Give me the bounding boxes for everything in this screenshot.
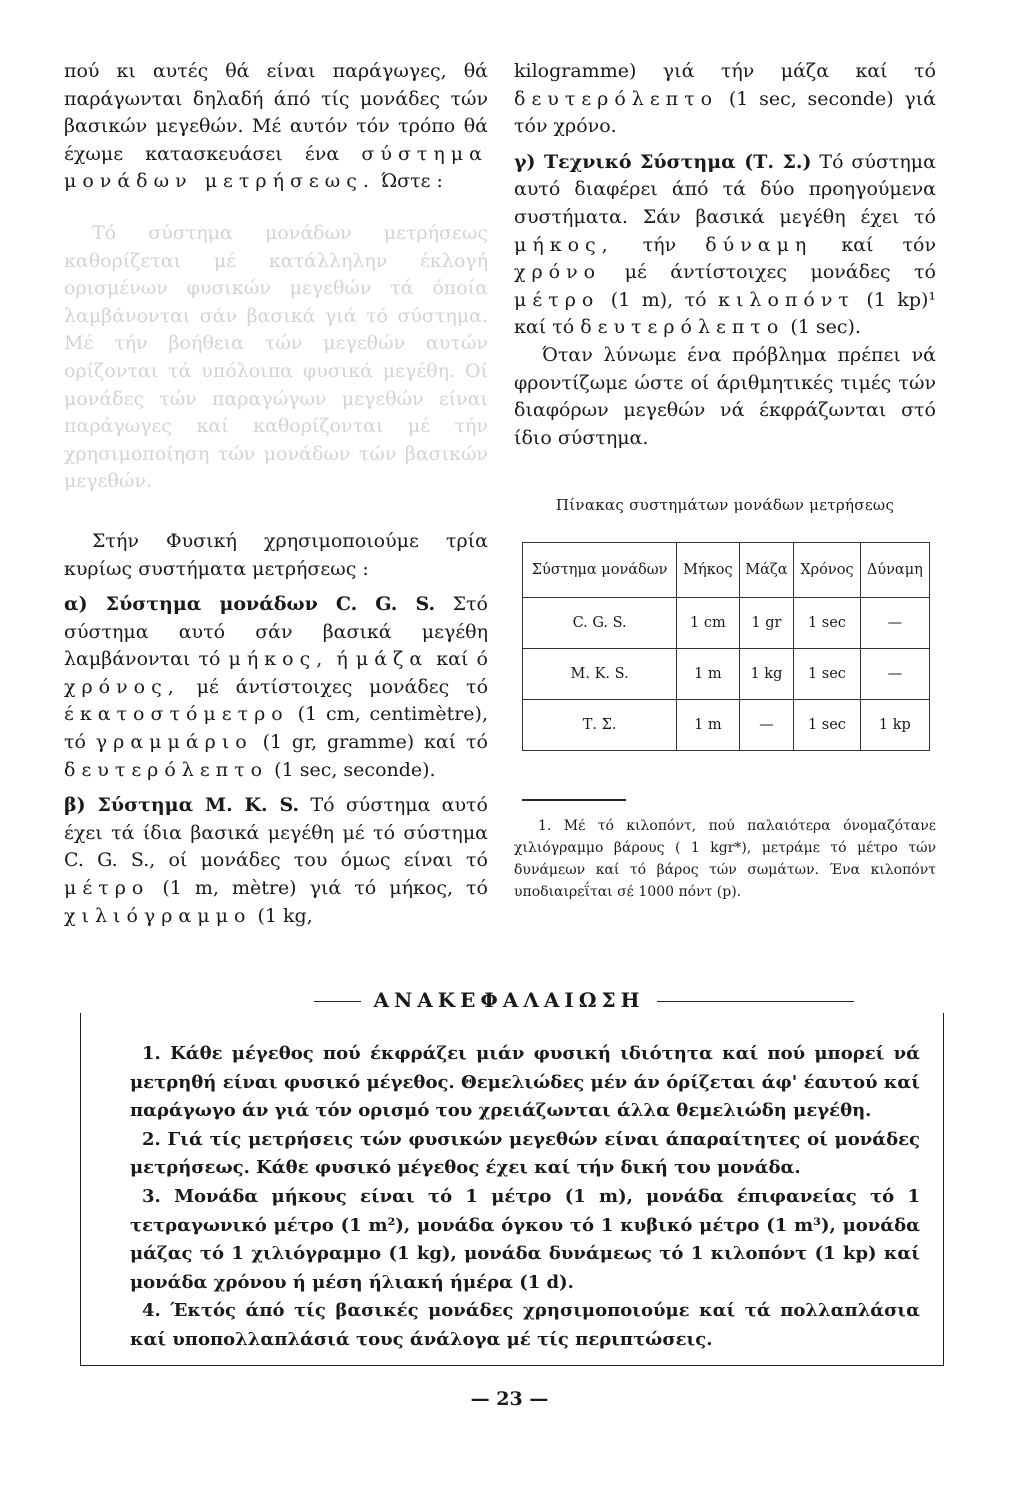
systems-intro: Στήν Φυσική χρησιμοποιούμε τρία κυρίως συστήματα μετρήσεως : xyxy=(64,529,488,580)
spaced-term: χρόνο xyxy=(514,261,602,284)
spaced-term: μήκος, xyxy=(228,648,329,671)
table-cell: 1 m xyxy=(677,648,739,699)
summary-item: 3. Μονάδα μήκους είναι τό 1 μέτρο (1 m), μονάδα έπιφανείας τό 1 τετραγωνικό μέτρο (1 m²), μονάδα όγκου τό 1 κυβικό μέτρο (1 m³), μονάδα μάζας τό 1 χιλιόγραμμο (1 kg), μονάδα δυνάμεως τό 1 κιλοπόντ (1 kp) καί μονάδα χρόνου ή μέση ήλιακή ήμέρα (1 d). xyxy=(130,1185,920,1293)
summary-heading xyxy=(64,988,954,1012)
table-row xyxy=(523,597,930,648)
technical-system-heading: γ) Τεχνικό Σύστημα (Τ. Σ.) xyxy=(514,150,812,173)
table-row xyxy=(523,648,930,699)
text: (1 sec, seconde) γιά τόν χρόνο. xyxy=(514,87,936,138)
table-header-row xyxy=(523,542,930,597)
page-number: — 23 — xyxy=(470,1388,549,1410)
text: (1 gr, gramme) καί τό xyxy=(262,731,488,754)
table-header-cell: Δύναμη xyxy=(860,542,929,597)
text: (1 kg, xyxy=(257,904,313,927)
table-row xyxy=(523,699,930,750)
text: (1 sec). xyxy=(790,316,862,339)
table-header-cell: Χρόνος xyxy=(794,542,860,597)
text: μέ άντίστοιχες μονάδες τό xyxy=(196,675,489,698)
summary-list xyxy=(130,1040,920,1355)
table-cell: Τ. Σ. xyxy=(523,699,677,750)
footnote-divider xyxy=(522,799,626,801)
text: Τό σύστημα αυτό έχει τά ίδια βασικά μεγέθη μέ τό σύστημα C. G. S., οί μονάδες του όμως είναι τό xyxy=(64,794,488,872)
mks-paragraph xyxy=(64,792,488,930)
spaced-term: δευτερόλεπτο xyxy=(580,316,785,339)
summary-item: 1. Κάθε μέγεθος πού έκφράζει μιάν φυσική ιδιότητα καί πού μπορεί νά μετρηθή είναι φυσικό μέγεθος. Θεμελιώδες μέν άν όρίζεται άφ' έαυτού καί παράγωγο άν γιά τόν ορισμό του χρειάζωνται άλλα θεμελιώδη μεγέθη. xyxy=(130,1043,920,1122)
spaced-term: χιλιόγραμμο xyxy=(64,904,252,927)
table-cell: — xyxy=(860,597,929,648)
text: πού κι αυτές θά είναι παράγωγες, θά παράγωνται δηλαδή άπό τίς μονάδες τών βασικών μεγεθών. Μέ αυτόν τόν τρόπο θά έχωμε κατασκευάσει ένα xyxy=(64,60,488,165)
table-cell: 1 cm xyxy=(677,597,739,648)
spaced-term: χρόνος, xyxy=(64,675,180,698)
spaced-term: μέτρο xyxy=(64,877,150,900)
text: (1 kp)¹ xyxy=(866,288,937,311)
table-cell: — xyxy=(860,648,929,699)
text: καί τό xyxy=(514,316,575,339)
table-cell: 1 kg xyxy=(739,648,794,699)
text: (1 m, mètre) γιά τό μήκος, τό xyxy=(162,877,488,900)
summary-item: 2. Γιά τίς μετρήσεις τών φυσικών μεγεθών είναι άπαραίτητες οί μονάδες μετρήσεως. Κάθε φυσικό μέγεθος έχει καί τήν δική του μονάδα. xyxy=(130,1128,920,1179)
spaced-term: δευτερόλεπτο xyxy=(514,87,719,110)
table-cell: 1 kp xyxy=(860,699,929,750)
table-cell: 1 sec xyxy=(794,597,860,648)
text: καί ό xyxy=(436,648,488,671)
table-header-cell: Μάζα xyxy=(739,542,794,597)
spaced-term: δευτερόλεπτο xyxy=(64,758,269,781)
text: τήν xyxy=(642,233,677,256)
spaced-term: έκατοστόμετρο xyxy=(64,703,289,726)
table-cell: 1 m xyxy=(677,699,739,750)
same-system-note: Όταν λύνωμε ένα πρόβλημα πρέπει νά φροντίζωμε ώστε οί άριθμητικές τιμές τών διαφόρων μεγεθών νά έκφράζωνται στό ίδιο σύστημα. xyxy=(514,343,936,449)
table-cell: 1 gr xyxy=(739,597,794,648)
text: (1 sec, seconde). xyxy=(274,758,436,781)
table-cell: M. K. S. xyxy=(523,648,677,699)
spaced-term: μέτρο xyxy=(514,288,600,311)
text: kilogramme) γιά τήν μάζα καί τό xyxy=(514,60,936,82)
spaced-term: μάζα xyxy=(355,648,429,671)
text: Στό σύστημα αυτό σάν βασικά μεγέθη λαμβάνονται τό xyxy=(64,593,488,671)
table-header-cell: Μήκος xyxy=(677,542,739,597)
text: καί τόν xyxy=(841,233,937,256)
spaced-term: δύναμη xyxy=(705,233,813,256)
table-cell: 1 sec xyxy=(794,699,860,750)
text: Ώστε : xyxy=(380,170,443,193)
table-cell: — xyxy=(739,699,794,750)
table-cell: 1 sec xyxy=(794,648,860,699)
right-column xyxy=(514,58,936,903)
summary-heading-text: ΑΝΑΚΕΦΑΛΑΙΩΣΗ xyxy=(361,988,656,1012)
technical-system-paragraph xyxy=(514,149,936,342)
cgs-heading: α) Σύστημα μονάδων C. G. S. xyxy=(64,593,436,616)
text: μέ άντίστοιχες μονάδες τό xyxy=(624,261,936,284)
table-header-cell: Σύστημα μονάδων xyxy=(523,542,677,597)
summary-item: 4. Έκτός άπό τίς βασικές μονάδες χρησιμοποιούμε καί τά πολλαπλάσια καί υποπολλαπλάσιά τους άνάλογα μέ τίς περιπτώσεις. xyxy=(130,1300,920,1350)
units-table xyxy=(522,542,930,751)
text: (1 m), τό xyxy=(610,288,707,311)
footnote: 1. Μέ τό κιλοπόντ, πού παλαιότερα όνομαζότανε χιλιόγραμμο βάρους ( 1 kgr*), μετράμε τό μέτρο τών δυνάμεων καί τό βάρος τών σωμάτων. Ένα κιλοπόντ υποδιαιρεΐται σέ 1000 πόντ (p). xyxy=(514,817,936,900)
mks-heading: β) Σύστημα M. K. S. xyxy=(64,794,300,817)
text: (1 cm, centimètre), τό xyxy=(64,703,488,754)
table-caption: Πίνακας συστημάτων μονάδων μετρήσεως xyxy=(555,496,895,515)
spaced-term: κιλοπόντ xyxy=(718,288,855,311)
spaced-term: σύστημα μονάδων μετρήσεως. xyxy=(64,142,488,193)
text: Τό σύστημα αυτό διαφέρει άπό τά δύο προηγούμενα συστήματα. Σάν βασικά μεγέθη έχει τό xyxy=(514,150,936,228)
table-cell: C. G. S. xyxy=(523,597,677,648)
paragraph-continuation xyxy=(64,58,488,196)
left-column xyxy=(64,58,488,930)
text: ή xyxy=(336,648,348,671)
cgs-paragraph xyxy=(64,591,488,784)
faded-definition: Τό σύστημα μονάδων μετρήσεως καθορίζεται μέ κατάλληλην έκλογή ορισμένων φυσικών μεγεθών τά όποία λαμβάνονται σάν βασικά γιά τό σύστημα. Μέ τήν βοήθεια τών μεγεθών αυτών ορίζονται τά υπόλοιπα φυσικά μεγέθη. Οί μονάδες τών παραγώγων μεγεθών είναι παράγωγες καί καθορίζονται μέ τήν χρησιμοποίηση τών μονάδων τών βασικών μεγεθών. xyxy=(64,221,488,493)
mks-continuation xyxy=(514,58,936,141)
spaced-term: γραμμάριο xyxy=(95,731,253,754)
spaced-term: μήκος, xyxy=(514,233,614,256)
